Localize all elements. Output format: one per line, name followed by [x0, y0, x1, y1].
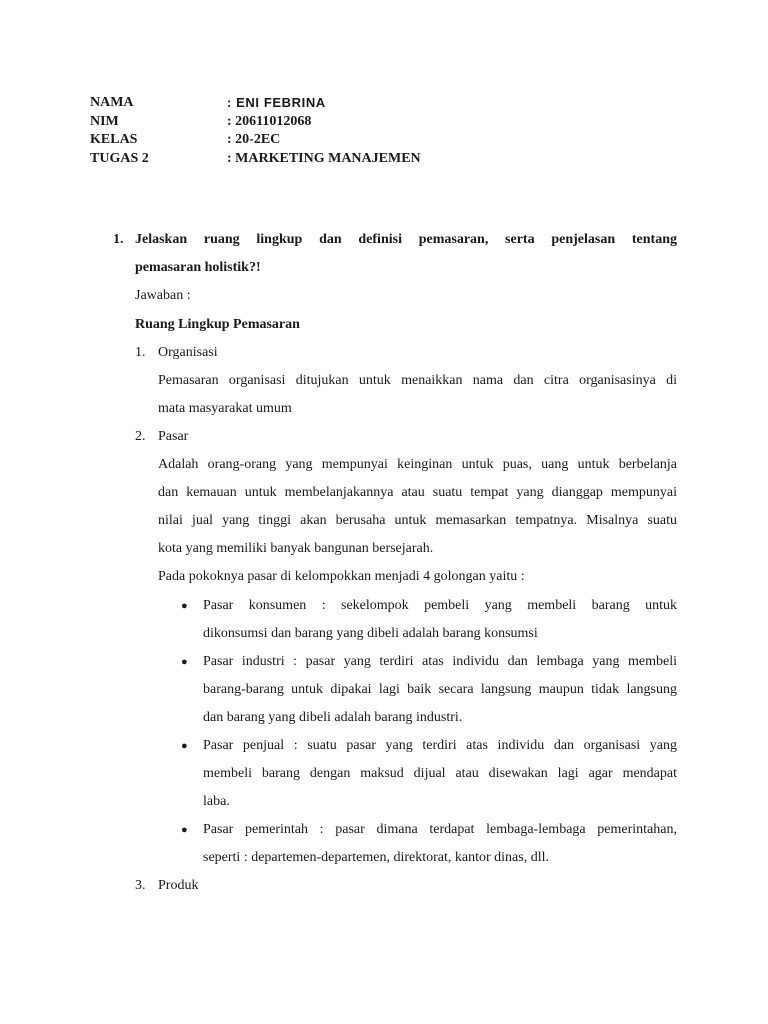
item-paragraph-line: mata masyarakat umum	[158, 401, 292, 416]
header-value: : 20611012068	[227, 113, 312, 129]
question-line: Jelaskan ruang lingkup dan definisi pemasaran, serta penjelasan tentang	[135, 232, 677, 247]
bullet-line: laba.	[203, 794, 230, 809]
header-row-kelas	[90, 131, 421, 150]
bullet-line: membeli barang dengan maksud dijual atau disewakan lagi agar mendapat	[203, 766, 677, 781]
section-title: Ruang Lingkup Pemasaran	[135, 317, 300, 332]
bullet-icon: ●	[181, 656, 188, 668]
item-paragraph-line: dan kemauan untuk membelanjakannya atau suatu tempat yang dianggap mempunyai	[158, 485, 677, 500]
item-title: Pasar	[158, 429, 189, 444]
item-number: 1.	[135, 345, 146, 360]
student-info-header	[90, 94, 421, 168]
item-paragraph-line: nilai jual yang tinggi akan berusaha untuk memasarkan tempatnya. Misalnya suatu	[158, 513, 677, 528]
item-paragraph-line: Adalah orang-orang yang mempunyai keinginan untuk puas, uang untuk berbelanja	[158, 457, 677, 472]
question-line: pemasaran holistik?!	[135, 260, 261, 275]
header-key: TUGAS 2	[90, 150, 149, 166]
bullet-line: Pasar pemerintah : pasar dimana terdapat lembaga-lembaga pemerintahan,	[203, 822, 677, 837]
bullet-line: dikonsumsi dan barang yang dibeli adalah barang konsumsi	[203, 626, 538, 641]
header-row-nama	[90, 94, 421, 113]
header-value: : 20-2EC	[227, 132, 281, 147]
header-key: NAMA	[90, 95, 134, 110]
header-key: KELAS	[90, 132, 138, 147]
item-paragraph-line: kota yang memiliki banyak bangunan bersejarah.	[158, 541, 434, 556]
header-row-nim	[90, 113, 421, 132]
bullet-line: barang-barang untuk dipakai lagi baik secara langsung maupun tidak langsung	[203, 682, 677, 697]
question-number: 1.	[113, 232, 124, 247]
item-intro: Pada pokoknya pasar di kelompokkan menjadi 4 golongan yaitu :	[158, 569, 525, 584]
item-number: 3.	[135, 878, 146, 893]
header-key: NIM	[90, 113, 119, 129]
bullet-line: Pasar industri : pasar yang terdiri atas individu dan lembaga yang membeli	[203, 654, 677, 669]
bullet-icon: ●	[181, 600, 188, 612]
header-row-tugas	[90, 150, 421, 169]
item-number: 2.	[135, 429, 146, 444]
bullet-line: Pasar penjual : suatu pasar yang terdiri atas individu dan organisasi yang	[203, 738, 677, 753]
header-value: : ENI FEBRINA	[227, 95, 326, 110]
bullet-line: seperti : departemen-departemen, direktorat, kantor dinas, dll.	[203, 850, 549, 865]
bullet-line: dan barang yang dibeli adalah barang industri.	[203, 710, 463, 725]
item-title: Produk	[158, 878, 199, 893]
item-title: Organisasi	[158, 345, 218, 360]
bullet-line: Pasar konsumen : sekelompok pembeli yang membeli barang untuk	[203, 598, 677, 613]
item-paragraph-line: Pemasaran organisasi ditujukan untuk menaikkan nama dan citra organisasinya di	[158, 373, 677, 388]
header-value: : MARKETING MANAJEMEN	[227, 150, 421, 166]
answer-label: Jawaban :	[135, 288, 191, 303]
bullet-icon: ●	[181, 740, 188, 752]
bullet-icon: ●	[181, 824, 188, 836]
